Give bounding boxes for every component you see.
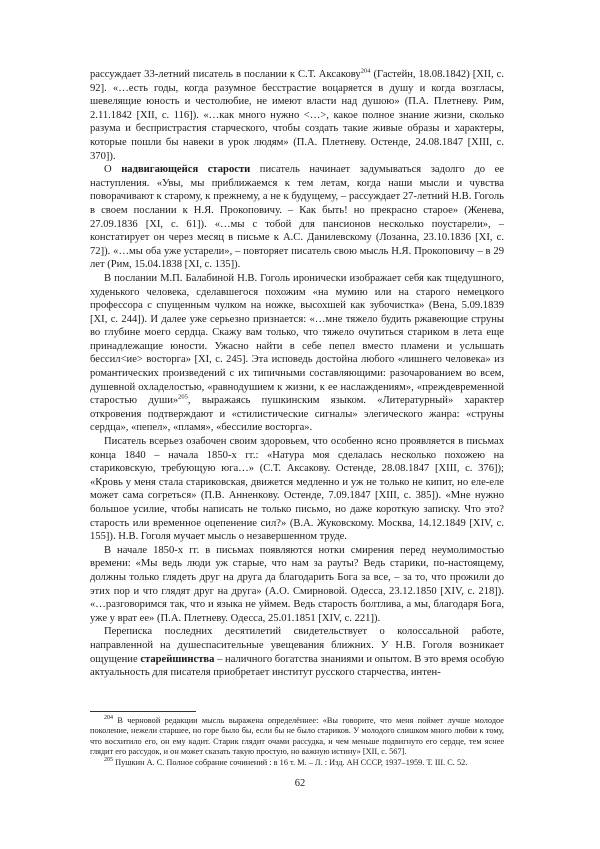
paragraph (90, 163, 504, 272)
text-run: , выражаясь пушкинским языком. «Литературный» характер откровения подтверждают и «стилистические сигналы» элегического жанра: «струны сердца», «пепел», «пламя», «бессилие восторга». (90, 395, 504, 434)
paragraph (90, 544, 504, 626)
page-number: 62 (294, 778, 306, 789)
footnote-text: В черновой редакции мысль выражена определённее: «Вы говорите, что меня поймет лучше молодое поколение, нежели старшее, но горе было бы, если бы не было стариков. У молодого слишком много любви к тому, что восхитило его, он ему кадит. Старик глядит очами рассудка, и чем меньше подвигнуто его сердце, тем яснее глядит его рассудок, и он может сказать такую простую, но важную истину» [XII, с. 567]. (90, 716, 504, 757)
text-run: В послании М.П. Балабиной Н.В. Гоголь иронически изображает себя как тщедушного, худенького человека, сделавшегося похожим «на мумию или на старого немецкого профессора с спущенным чулком на ножке, высохшей как зубочистка» (Вена, 5.09.1839 [XI, с. 244]). И далее уже серьезно признается: «…мне тяжело будить ржавеющие струны во глубине моего сердца. Скажу вам только, что тяжело очутиться стариком в лета еще принадлежащие юности. Ужасно найти в себе пепел вместо пламени и услышать бессил<ие> восторга» [XI, с. 245]. Эта исповедь достойна любого «лишнего человека» из романтических произведений с их типичными составляющими: разочарованием во всем, душевной охладелостью, «равнодушием к жизни, к ее наслаждениям», «преждевременной старостью души» (90, 272, 504, 407)
footnote-number: 204 (104, 715, 113, 722)
text-run: Переписка последних десятилетий свидетельствует о колоссальной работе, направленной на душеспасительные увещевания ближних. У Н.В. Гоголя возникает ощущение (90, 626, 504, 665)
footnote-separator (90, 711, 196, 712)
main-text (90, 68, 504, 680)
text-run: Писатель всерьез озабочен своим здоровьем, что особенно ясно проявляется в письмах конца 1840 – начала 1850-х гг.: «Натура моя сделалась несколько похожею на стариковскую, требующую юга…» (С.Т. Аксакову. Остенде, 28.08.1847 [XIII, с. 376]); «Кровь у меня стала стариковская, движется медленно и уж не только не кипит, но еле-еле может сама согреться» (П.В. Анненкову. Остенде, 7.09.1847 [XIII, с. 385]). «Мне нужно большое усилие, чтобы написать не только письмо, но даже короткую записку. Что это? старость или временное оцепенение сил?» (В.А. Жуковскому. Москва, 14.12.1849 [XIV, с. 155]). Н.В. Гоголя мучает мысль о незавершенном труде. (90, 436, 504, 543)
footnote-reference: 205 (178, 393, 188, 401)
paragraph (90, 68, 504, 163)
footnote-reference: 204 (360, 67, 371, 75)
paragraph (90, 435, 504, 544)
footnote (90, 758, 504, 768)
footnotes (90, 716, 504, 768)
text-run: (Гастейн, 18.08.1842) [XII, с. 92]. «…есть годы, когда разумное бесстрастие воцаряется в душу и когда возгласы, шевелящие юность и честолюбие, не имеют власти над душою» (П.А. Плетневу. Рим, 2.11.1842 [XII, с. 116]). «…как много нужно <…>, какое полное знание жизни, сколько разума и беспристрастия старческого, чтобы создать такие живые образы и характеры, которые пошли бы навеки в урок людям» (П.А. Плетневу. Остенде, 24.08.1847 [XIII, с. 370]). (90, 69, 504, 162)
footnote-text: Пушкин А. С. Полное собрание сочинений : в 16 т. М. – Л. : Изд. АН СССР, 1937–1959. Т. III. С. 52. (113, 757, 468, 767)
emphasis-term: старейшинства (140, 653, 215, 665)
text-run: – наличного богатства знаниями и опытом. В это время особую актуальность для писателя приобретает институт русского старчества, интен- (90, 653, 504, 679)
text-run: рассуждает 33-летний писатель в послании к С.Т. Аксакову (90, 69, 361, 80)
footnote-number: 205 (104, 756, 113, 763)
paragraph (90, 625, 504, 679)
paragraph (90, 272, 504, 435)
footnote (90, 716, 504, 758)
text-run: О (104, 164, 122, 176)
text-run: В начале 1850-х гг. в письмах появляются нотки смирения перед неумолимостью времени: «Мы ведь люди уж старые, что нам за рауты? Ведь старики, по-настоящему, должны только глядеть друг на друга да благодарить Бога за все, – за то, что прожили до этих пор и что глядят друг на друга» (А.О. Смирновой. Одесса, 23.12.1850 [XIV, с. 218]). «…разговоримся так, что и языка не уймем. Ведь старость болтлива, а мы, благодаря Бога, уже у врат ее» (П.А. Плетневу. Одесса, 25.01.1851 [XIV, с. 221]). (90, 544, 504, 624)
emphasis-term: надвигающейся старости (121, 164, 251, 176)
text-run: писатель начинает задумываться задолго до ее наступления. «Увы, мы приближаемся к тем летам, когда наши мысли и чувства поворачивают к старому, к прежнему, а не к будущему, – рассуждает 27-летний Н.В. Гоголь в своем послании к Н.Я. Прокоповичу. – Как быть! но прекрасно старое» (Женева, 27.09.1836 [XI, с. 61]). «…мы с тобой для пансионов несколько поустарели», – констатирует он через месяц в письме к А.С. Данилевскому (Лозанна, 23.10.1836 [XI, с. 72]). «…мы оба уже устарели», – повторяет писатель свою мысль Н.Я. Прокоповичу – в 29 лет (Рим, 15.04.1838 [XI, с. 135]). (90, 164, 504, 271)
